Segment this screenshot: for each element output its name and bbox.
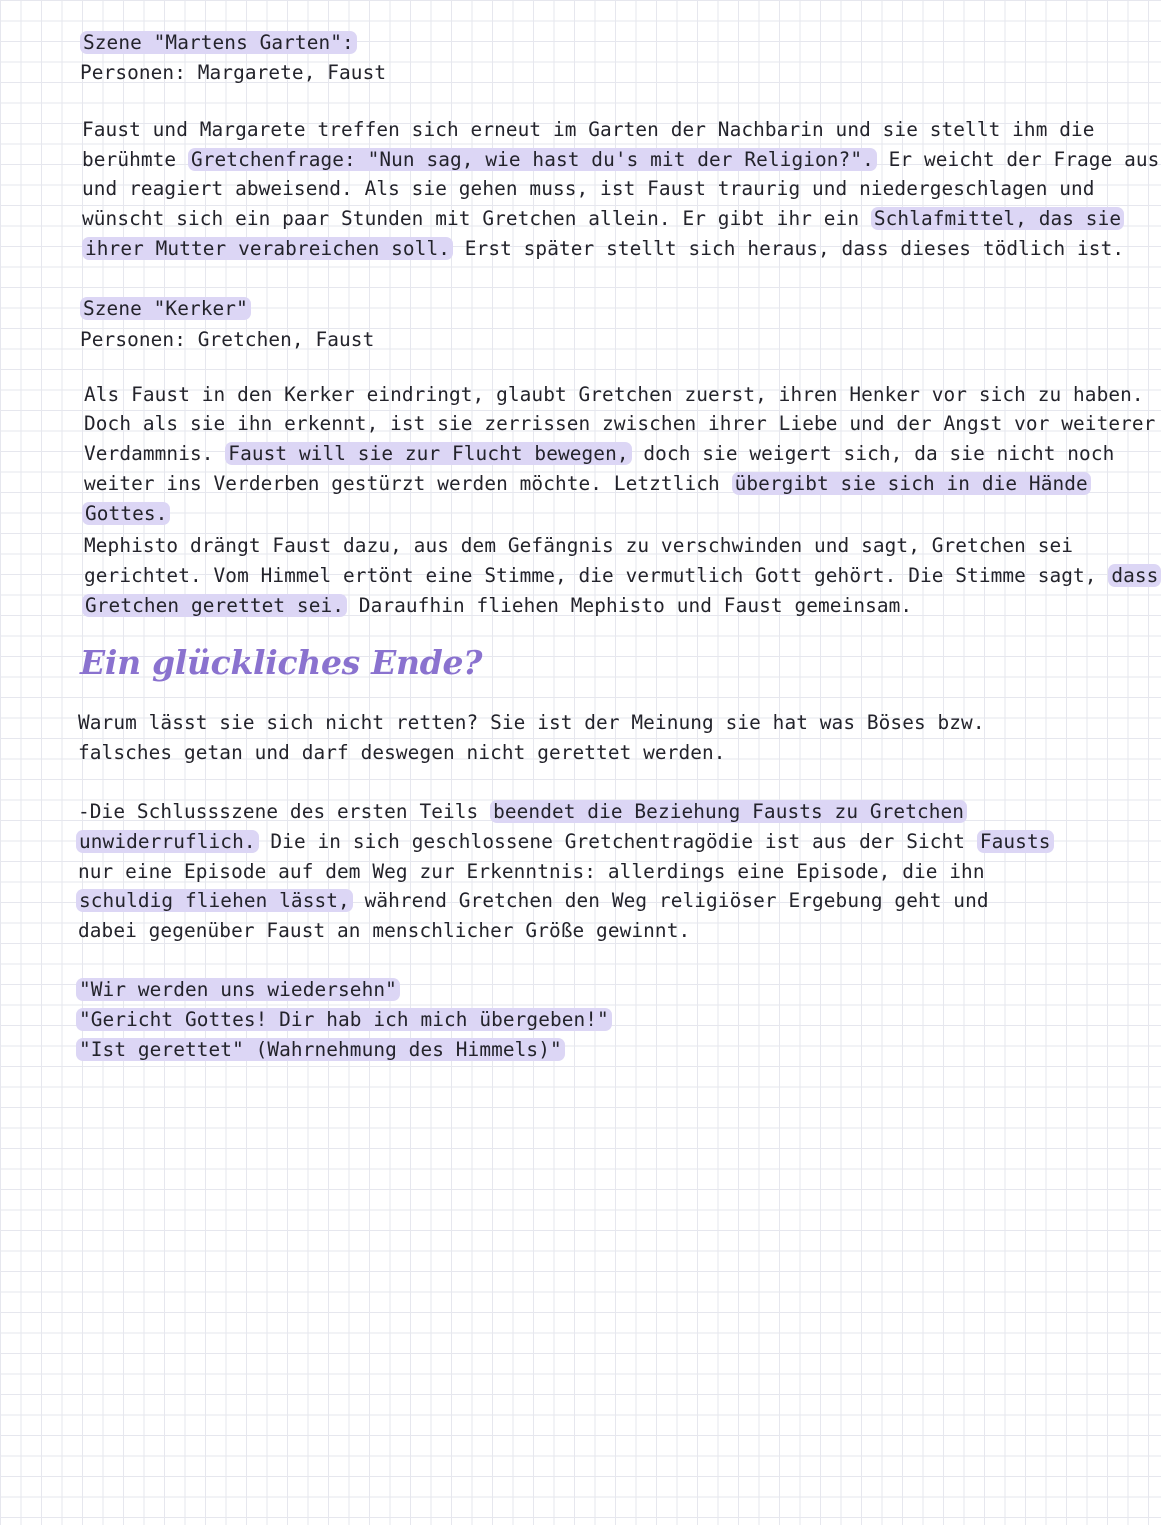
highlighted-text: dass	[1108, 564, 1161, 587]
highlighted-text: Gretchen gerettet sei.	[82, 594, 347, 617]
section-heading: Ein glückliches Ende?	[80, 643, 483, 682]
highlighted-text: Faust will sie zur Flucht bewegen,	[225, 442, 631, 465]
text-fragment: Die in sich geschlossene Gretchentragödie ist aus der Sicht	[258, 830, 977, 853]
text-fragment: Verdammnis.	[84, 442, 226, 465]
analysis-line	[76, 827, 1054, 857]
scene1-text-line: und reagiert abweisend. Als sie gehen muss, ist Faust traurig und niedergeschlagen und	[82, 177, 1095, 200]
text-fragment: berühmte	[82, 148, 188, 171]
text-fragment: gerichtet. Vom Himmel ertönt eine Stimme, die vermutlich Gott gehört. Die Stimme sagt,	[84, 564, 1109, 587]
text-fragment: doch sie weigert sich, da sie nicht noch	[631, 442, 1115, 465]
analysis-line: nur eine Episode auf dem Weg zur Erkenntnis: allerdings eine Episode, die ihn	[78, 860, 985, 883]
quote-line	[76, 1005, 612, 1035]
analysis-line	[76, 886, 989, 916]
highlighted-text: beendet die Beziehung Fausts zu Gretchen	[490, 800, 967, 823]
highlighted-text: unwiderruflich.	[76, 830, 259, 853]
scene2-title-highlight: Szene "Kerker"	[80, 297, 251, 320]
quote-line	[76, 1035, 565, 1065]
highlighted-quote: "Wir werden uns wiedersehn"	[76, 978, 400, 1001]
scene1-text-line	[82, 145, 1159, 175]
scene2-title	[80, 294, 251, 324]
text-fragment: weiter ins Verderben gestürzt werden möchte. Letztlich	[84, 472, 732, 495]
scene2-text-line: Mephisto drängt Faust dazu, aus dem Gefängnis zu verschwinden und sagt, Gretchen sei	[84, 534, 1074, 557]
scene2-text-line: Als Faust in den Kerker eindringt, glaubt Gretchen zuerst, ihren Henker vor sich zu haben.	[84, 383, 1144, 406]
highlighted-text: Schlafmittel, das sie	[871, 207, 1124, 230]
highlighted-text: ihrer Mutter verabreichen soll.	[82, 237, 453, 260]
highlighted-text: übergibt sie sich in die Hände	[732, 472, 1091, 495]
scene1-title	[80, 28, 357, 58]
scene2-text-line	[84, 469, 1091, 499]
scene1-text-line: Faust und Margarete treffen sich erneut im Garten der Nachbarin und sie stellt ihm die	[82, 118, 1095, 141]
quote-line	[76, 975, 400, 1005]
highlighted-quote: "Gericht Gottes! Dir hab ich mich übergeben!"	[76, 1008, 612, 1031]
scene2-text-line: Doch als sie ihn erkennt, ist sie zerrissen zwischen ihrer Liebe und der Angst vor weiterer	[84, 412, 1156, 435]
text-fragment: Erst später stellt sich heraus, dass dieses tödlich ist.	[453, 237, 1125, 260]
highlighted-quote: "Ist gerettet" (Wahrnehmung des Himmels)"	[76, 1038, 565, 1061]
scene1-text-line	[82, 204, 1124, 234]
text-fragment: während Gretchen den Weg religiöser Ergebung geht und	[352, 889, 989, 912]
analysis-line	[78, 797, 967, 827]
text-fragment: -Die Schlussszene des ersten Teils	[78, 800, 491, 823]
highlighted-text: Fausts	[977, 830, 1054, 853]
highlighted-text: Gottes.	[82, 502, 170, 525]
highlighted-text: Gretchenfrage: "Nun sag, wie hast du's mit der Religion?".	[188, 148, 877, 171]
scene2-persons: Personen: Gretchen, Faust	[80, 328, 375, 351]
scene1-text-line	[82, 234, 1124, 264]
scene2-text-line	[82, 591, 912, 621]
question-line: falsches getan und darf deswegen nicht gerettet werden.	[78, 741, 726, 764]
scene2-text-line	[82, 499, 170, 529]
scene1-title-highlight: Szene "Martens Garten":	[80, 31, 357, 54]
scene1-persons: Personen: Margarete, Faust	[80, 61, 387, 84]
text-fragment: Er weicht der Frage aus	[876, 148, 1160, 171]
highlighted-text: schuldig fliehen lässt,	[76, 889, 353, 912]
text-fragment: wünscht sich ein paar Stunden mit Gretchen allein. Er gibt ihr ein	[82, 207, 871, 230]
question-line: Warum lässt sie sich nicht retten? Sie ist der Meinung sie hat was Böses bzw.	[78, 711, 985, 734]
scene2-text-line	[84, 439, 1114, 469]
text-fragment: Daraufhin fliehen Mephisto und Faust gemeinsam.	[347, 594, 913, 617]
scene2-text-line	[84, 561, 1161, 591]
analysis-line: dabei gegenüber Faust an menschlicher Größe gewinnt.	[78, 919, 691, 942]
